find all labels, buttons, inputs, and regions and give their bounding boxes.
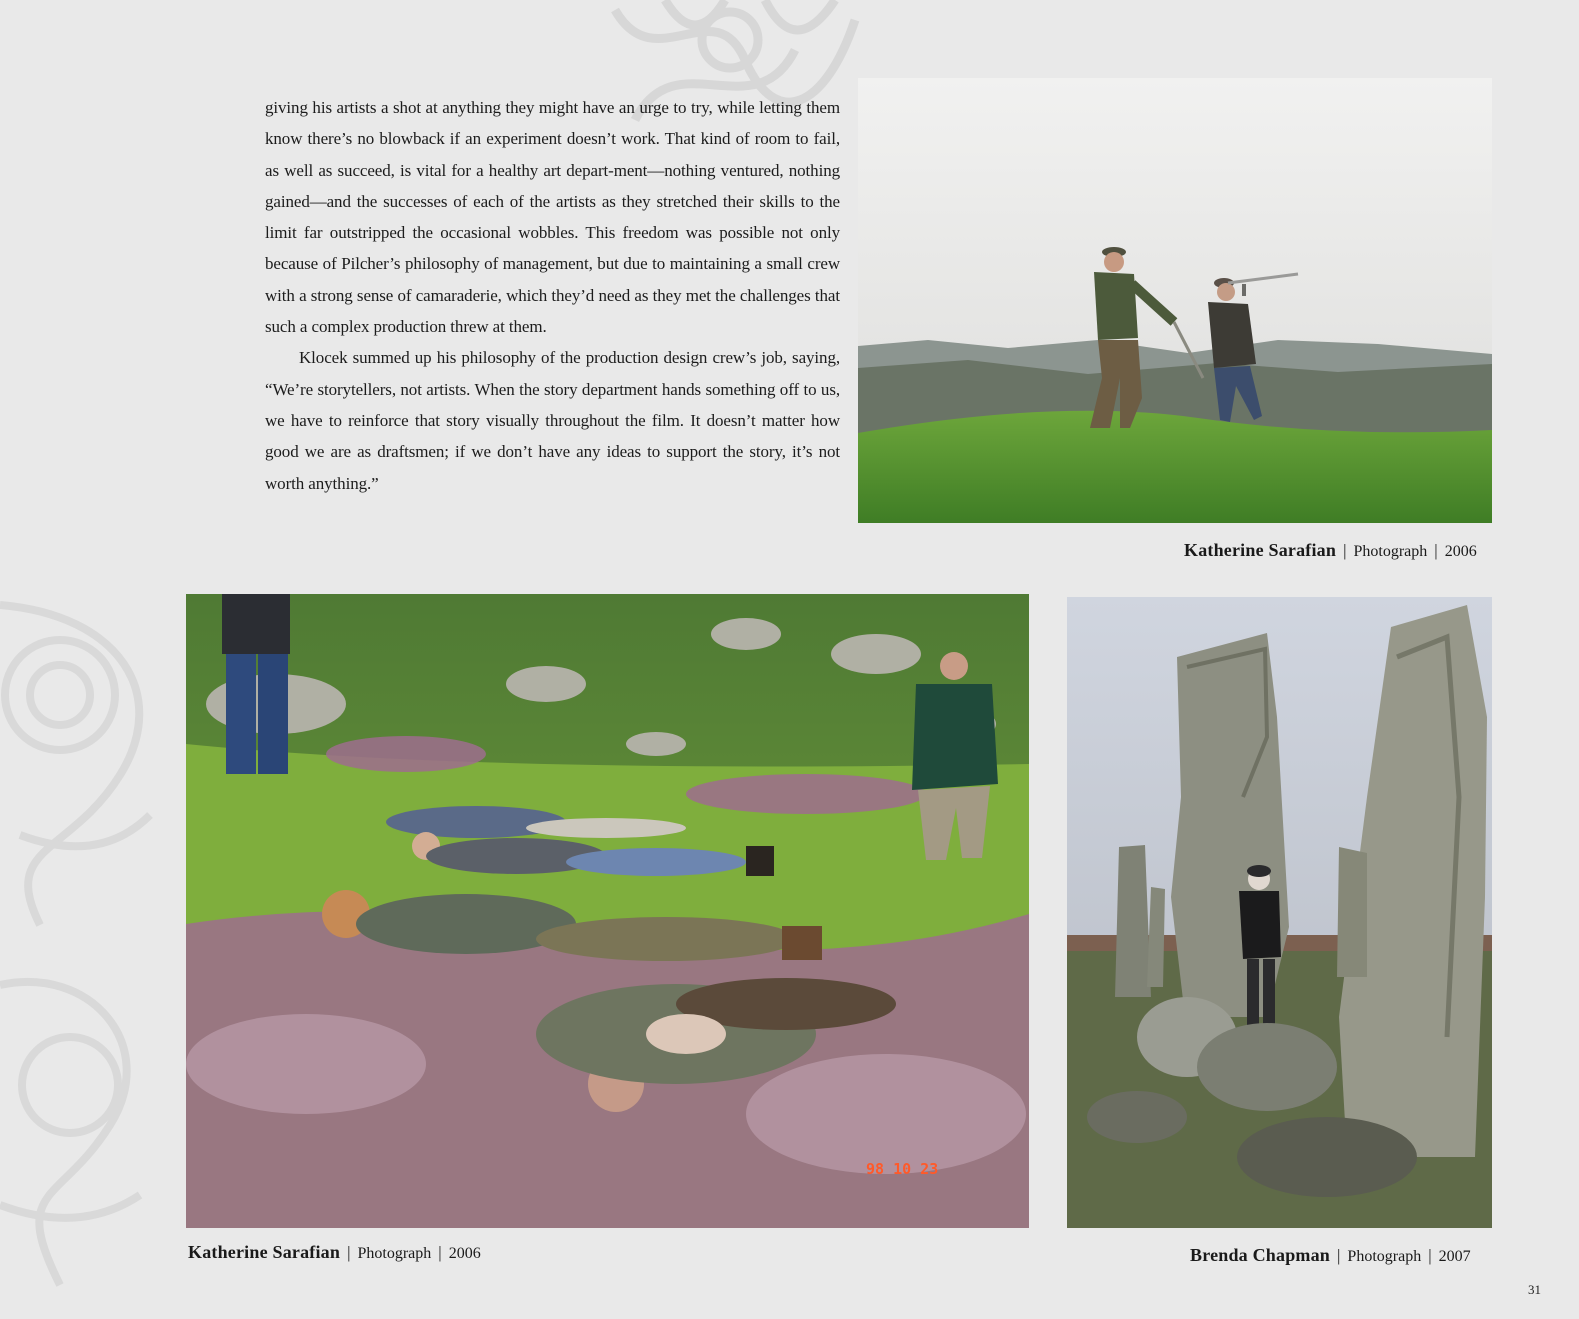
date-stamp: 98 10 23 bbox=[866, 1160, 939, 1178]
caption-artist: Brenda Chapman bbox=[1190, 1245, 1331, 1265]
caption-year: 2006 bbox=[1444, 543, 1477, 560]
caption-separator: | bbox=[1434, 541, 1438, 560]
photo-standing-stones bbox=[1067, 597, 1492, 1228]
caption-artist: Katherine Sarafian bbox=[188, 1242, 341, 1262]
standing-stone-small-left bbox=[1115, 845, 1151, 997]
caption-separator: | bbox=[1337, 1246, 1341, 1265]
caption-separator: | bbox=[1343, 541, 1347, 560]
caption-separator: | bbox=[438, 1243, 442, 1262]
caption-photo-1 bbox=[1184, 540, 1477, 561]
page-number: 31 bbox=[1528, 1282, 1541, 1297]
body-paragraph-1: giving his artists a shot at anything they might have an urge to try, while letting them know there’s no blowback if an experiment doesn’t work. That kind of room to fail, as well as succeed, is vital for a healthy art depart-ment—nothing ventured, nothing gained—and the successes of each of the artists as they stretched their skills to the limit far outstripped the occasional wobbles. This freedom was possible not only because of Pilcher’s philosophy of management, but due to maintaining a small crew with a strong sense of camaraderie, which they’d need as they met the challenges that such a complex production threw at them. bbox=[265, 98, 840, 337]
caption-medium: Photograph bbox=[357, 1245, 432, 1262]
body-paragraph-2: Klocek summed up his philosophy of the production design crew’s job, saying, “We’re storytellers, not artists. When the story department hands something off to us, we have to reinforce that story visually throughout the film. It doesn’t matter how good we are as draftsmen; if we don’t have any ideas to support the story, it’s not worth anything.” bbox=[265, 348, 840, 493]
caption-year: 2006 bbox=[448, 1245, 481, 1262]
caption-artist: Katherine Sarafian bbox=[1184, 540, 1337, 560]
caption-medium: Photograph bbox=[1353, 543, 1428, 560]
caption-photo-3 bbox=[1190, 1245, 1471, 1266]
caption-separator: | bbox=[347, 1243, 351, 1262]
figure-standing-left bbox=[222, 594, 290, 774]
caption-medium: Photograph bbox=[1347, 1248, 1422, 1265]
caption-separator: | bbox=[1428, 1246, 1432, 1265]
photo-sword-fight-on-hill bbox=[858, 78, 1492, 523]
caption-photo-2 bbox=[188, 1242, 481, 1263]
body-text bbox=[265, 92, 840, 499]
celtic-knot-ornament-left bbox=[0, 585, 190, 1319]
photo-crew-lying-in-heather bbox=[186, 594, 1029, 1228]
caption-year: 2007 bbox=[1438, 1248, 1471, 1265]
